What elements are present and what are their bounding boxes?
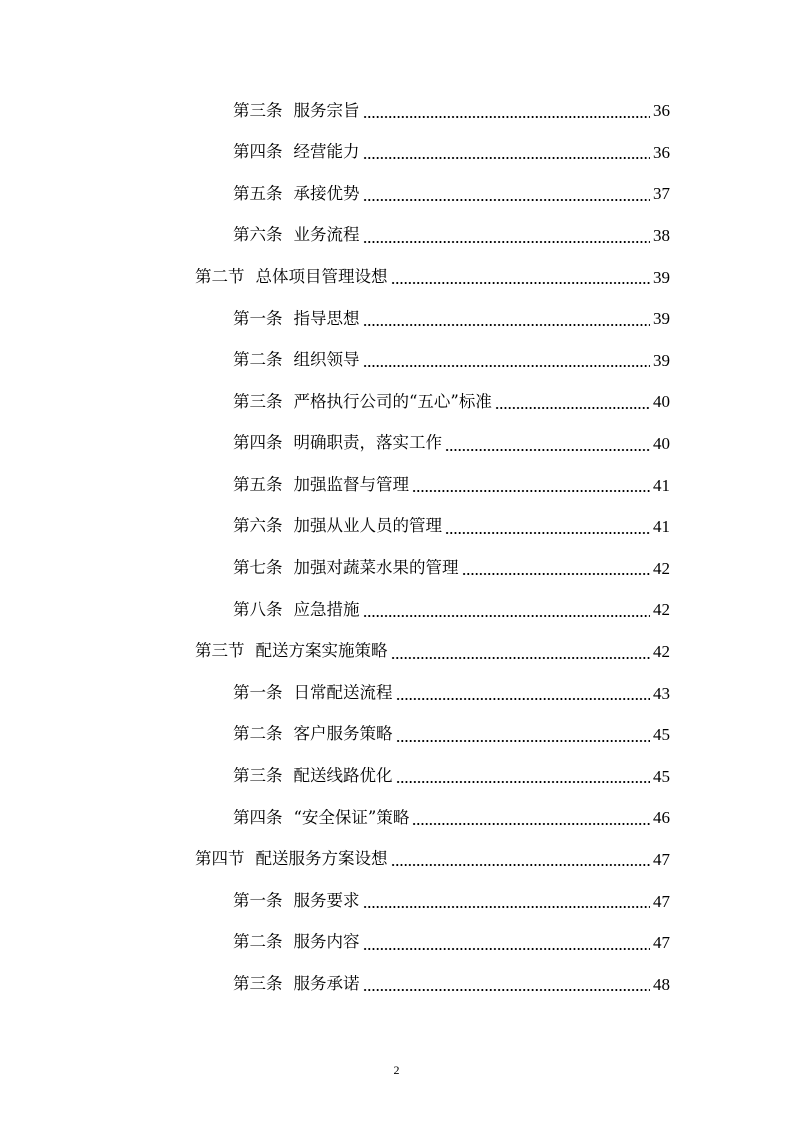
toc-entry[interactable] <box>0 173 793 215</box>
dot-leader <box>445 519 650 535</box>
toc-entry-number: 第四条 <box>233 142 283 162</box>
dot-leader <box>412 810 650 826</box>
toc-entry-title: 客户服务策略 <box>293 724 393 744</box>
toc-entry-number: 第六条 <box>233 225 283 245</box>
toc-entry-title: 加强监督与管理 <box>293 474 409 494</box>
toc-entry-title: 组织领导 <box>293 350 360 370</box>
toc-entry-title: 配送服务方案设想 <box>255 849 388 869</box>
toc-entry-title: 总体项目管理设想 <box>255 266 388 286</box>
toc-entry-title: 服务宗旨 <box>293 100 360 120</box>
toc-entry-title: 指导思想 <box>293 308 360 328</box>
toc-entry-page: 42 <box>653 642 670 662</box>
toc-section-entry[interactable] <box>0 839 793 881</box>
toc-entry[interactable] <box>0 922 793 964</box>
toc-entry-title: 日常配送流程 <box>293 682 393 702</box>
page-number: 2 <box>393 1063 400 1077</box>
toc-entry-title: 明确职责，落实工作 <box>293 433 442 453</box>
toc-entry-number: 第四条 <box>233 433 283 453</box>
toc-entry[interactable] <box>0 756 793 798</box>
toc-entry-page: 38 <box>653 226 670 246</box>
toc-entry[interactable] <box>0 215 793 257</box>
dot-leader <box>396 727 651 743</box>
toc-entry-page: 40 <box>653 392 670 412</box>
dot-leader <box>363 228 651 244</box>
toc-entry-title: 服务要求 <box>293 890 360 910</box>
toc-entry[interactable] <box>0 423 793 465</box>
dot-leader <box>396 768 651 784</box>
toc-entry-number: 第五条 <box>233 474 283 494</box>
dot-leader <box>363 602 651 618</box>
toc-entry-number: 第二条 <box>233 724 283 744</box>
toc-entry-title: 配送线路优化 <box>293 766 393 786</box>
toc-entry[interactable] <box>0 298 793 340</box>
dot-leader <box>363 893 651 909</box>
toc-entry-page: 42 <box>653 558 670 578</box>
toc-entry-number: 第一条 <box>233 682 283 702</box>
toc-entry-number: 第三节 <box>195 641 245 661</box>
dot-leader <box>391 851 651 867</box>
toc-entry-number: 第三条 <box>233 391 283 411</box>
toc-entry-page: 39 <box>653 309 670 329</box>
toc-entry-page: 36 <box>653 142 670 162</box>
toc-entry-title: 加强从业人员的管理 <box>293 516 442 536</box>
toc-entry[interactable] <box>0 381 793 423</box>
dot-leader <box>363 311 651 327</box>
toc-entry[interactable] <box>0 132 793 174</box>
toc-entry[interactable] <box>0 589 793 631</box>
toc-entry[interactable] <box>0 963 793 1005</box>
toc-entry-number: 第八条 <box>233 599 283 619</box>
dot-leader <box>396 685 651 701</box>
toc-entry[interactable] <box>0 797 793 839</box>
toc-entry[interactable] <box>0 548 793 590</box>
toc-entry-page: 47 <box>653 849 670 869</box>
dot-leader <box>363 144 651 160</box>
toc-entry-page: 47 <box>653 891 670 911</box>
toc-entry-page: 41 <box>653 475 670 495</box>
toc-entry[interactable] <box>0 340 793 382</box>
dot-leader <box>363 976 651 992</box>
toc-entry-number: 第四节 <box>195 849 245 869</box>
dot-leader <box>412 477 650 493</box>
toc-entry-number: 第二条 <box>233 350 283 370</box>
toc-entry-page: 46 <box>653 808 670 828</box>
dot-leader <box>363 352 651 368</box>
dot-leader <box>363 103 651 119</box>
toc-entry-page: 45 <box>653 725 670 745</box>
toc-entry[interactable] <box>0 464 793 506</box>
toc-entry-number: 第一条 <box>233 890 283 910</box>
toc-entry-number: 第一条 <box>233 308 283 328</box>
toc-entry[interactable] <box>0 714 793 756</box>
toc-entry-page: 40 <box>653 434 670 454</box>
toc-section-entry[interactable] <box>0 256 793 298</box>
toc-entry-number: 第三条 <box>233 766 283 786</box>
toc-entry[interactable] <box>0 672 793 714</box>
toc-entry-title: 承接优势 <box>293 183 360 203</box>
toc-entry[interactable] <box>0 90 793 132</box>
dot-leader <box>391 269 651 285</box>
toc-entry-page: 37 <box>653 184 670 204</box>
toc-entry-title: 配送方案实施策略 <box>255 641 388 661</box>
dot-leader <box>462 560 651 576</box>
toc-entry-page: 41 <box>653 517 670 537</box>
toc-entry-page: 39 <box>653 267 670 287</box>
toc-entry-page: 45 <box>653 766 670 786</box>
toc-entry-title: “安全保证”策略 <box>293 807 410 827</box>
toc-entry-page: 48 <box>653 974 670 994</box>
toc-entry-page: 47 <box>653 933 670 953</box>
dot-leader <box>363 186 651 202</box>
toc-entry-page: 42 <box>653 600 670 620</box>
dot-leader <box>363 935 651 951</box>
toc-entry-number: 第三条 <box>233 100 283 120</box>
toc-entry-title: 服务承诺 <box>293 974 360 994</box>
toc-entry-title: 加强对蔬菜水果的管理 <box>293 558 459 578</box>
toc-entry-title: 业务流程 <box>293 225 360 245</box>
toc-section-entry[interactable] <box>0 631 793 673</box>
toc-entry-number: 第二节 <box>195 266 245 286</box>
toc-entry-number: 第六条 <box>233 516 283 536</box>
toc-entry-page: 39 <box>653 350 670 370</box>
dot-leader <box>495 394 650 410</box>
toc-entry-number: 第二条 <box>233 932 283 952</box>
toc-entry-title: 服务内容 <box>293 932 360 952</box>
toc-entry[interactable] <box>0 506 793 548</box>
toc-entry-number: 第五条 <box>233 183 283 203</box>
toc-entry-title: 严格执行公司的“五心”标准 <box>293 391 492 411</box>
dot-leader <box>391 644 651 660</box>
toc-entry-number: 第三条 <box>233 974 283 994</box>
toc-entry-title: 经营能力 <box>293 142 360 162</box>
dot-leader <box>445 436 650 452</box>
toc-entry-page: 43 <box>653 683 670 703</box>
toc-entry-number: 第七条 <box>233 558 283 578</box>
toc-entry-page: 36 <box>653 101 670 121</box>
toc-entry[interactable] <box>0 880 793 922</box>
toc-entry-title: 应急措施 <box>293 599 360 619</box>
toc-entry-number: 第四条 <box>233 807 283 827</box>
table-of-contents <box>0 90 793 1005</box>
